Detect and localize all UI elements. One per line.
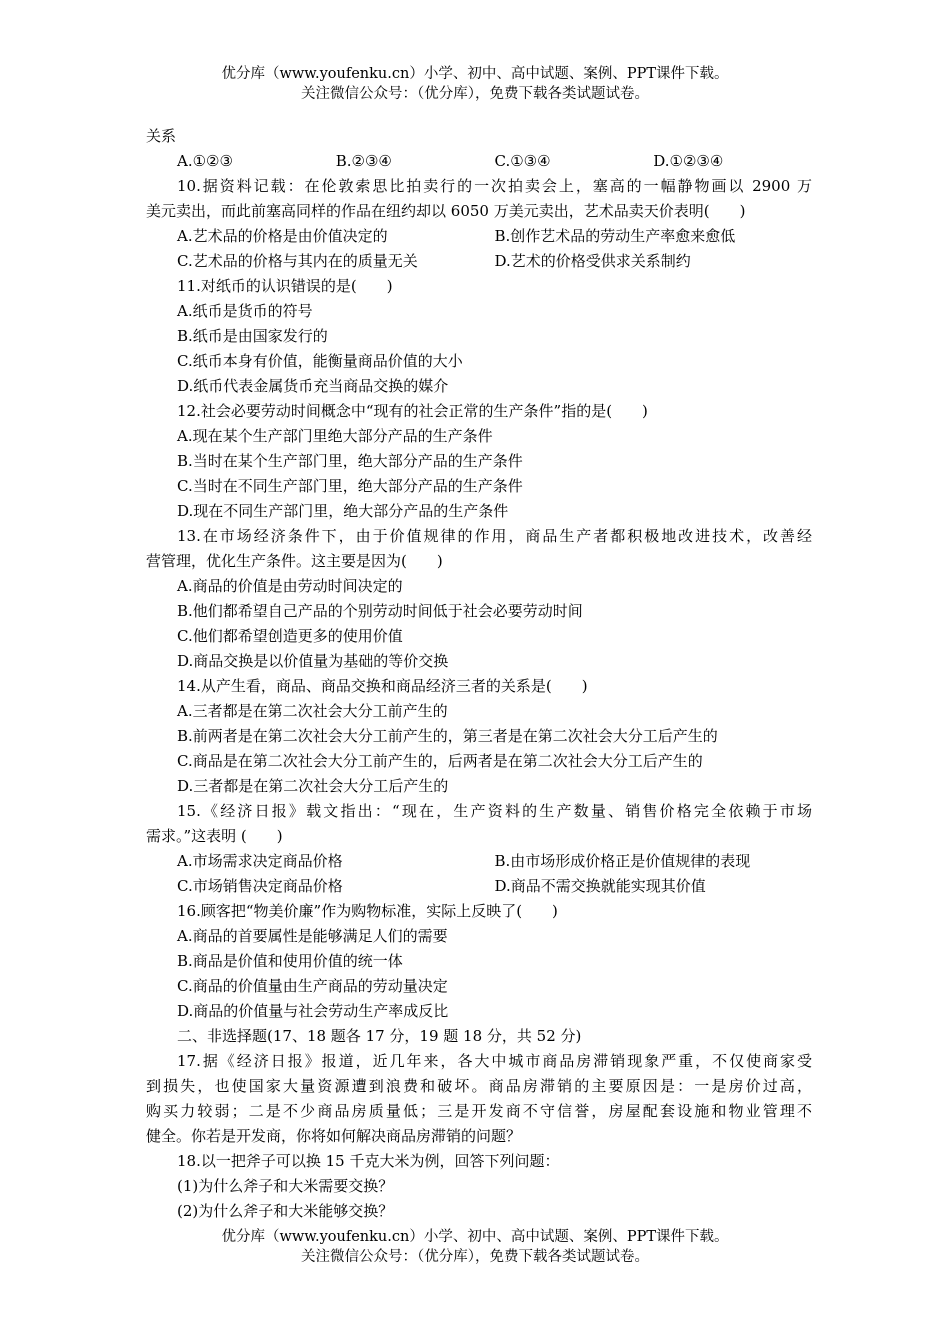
q12-option-a: A.现在某个生产部门里绝大部分产品的生产条件 <box>177 427 493 445</box>
page-footer <box>0 1227 950 1267</box>
q14-option-d: D.三者都是在第二次社会大分工后产生的 <box>177 777 449 795</box>
q16-option-a: A.商品的首要属性是能够满足人们的需要 <box>177 927 448 945</box>
document-body <box>146 124 812 1224</box>
q11-option-a: A.纸币是货币的符号 <box>177 302 313 320</box>
q13-option-c: C.他们都希望创造更多的使用价值 <box>177 627 403 645</box>
q12-option-b: B.当时在某个生产部门里，绝大部分产品的生产条件 <box>177 452 523 470</box>
header-line-2: 关注微信公众号：（优分库），免费下载各类试题试卷。 <box>301 86 649 102</box>
q15-option-c: C.市场销售决定商品价格 <box>177 877 343 895</box>
q10-stem-line-1: 10.据资料记载：在伦敦索思比拍卖行的一次拍卖会上，塞高的一幅静物画以 2900 万 <box>177 177 812 195</box>
section-2-heading: 二、非选择题(17、18 题各 17 分，19 题 18 分，共 52 分) <box>177 1027 582 1045</box>
q15-options-row-1 <box>146 849 812 874</box>
q18-stem: 18.以一把斧子可以换 15 千克大米为例，回答下列问题： <box>177 1152 560 1170</box>
q10-option-c: C.艺术品的价格与其内在的质量无关 <box>177 252 418 270</box>
q12-option-d: D.现在不同生产部门里，绝大部分产品的生产条件 <box>177 502 509 520</box>
q17-line-3: 购买力较弱；二是不少商品房质量低；三是开发商不守信誉，房屋配套设施和物业管理不 <box>146 1102 812 1120</box>
page-header <box>0 64 950 104</box>
q13-option-b: B.他们都希望自己产品的个别劳动时间低于社会必要劳动时间 <box>177 602 583 620</box>
q13-option-a: A.商品的价值是由劳动时间决定的 <box>177 577 403 595</box>
q11-stem: 11.对纸币的认识错误的是( ) <box>177 277 393 295</box>
q15-options-row-2 <box>146 874 812 899</box>
q10-option-d: D.艺术的价格受供求关系制约 <box>494 252 691 270</box>
q13-stem-line-1: 13.在市场经济条件下，由于价值规律的作用，商品生产者都积极地改进技术，改善经 <box>177 527 812 545</box>
q14-option-b: B.前两者是在第二次社会大分工前产生的，第三者是在第二次社会大分工后产生的 <box>177 727 718 745</box>
footer-line-1: 优分库（www.youfenku.cn）小学、初中、高中试题、案例、PPT课件下载。 <box>221 1229 729 1245</box>
q16-option-b: B.商品是价值和使用价值的统一体 <box>177 952 403 970</box>
q14-option-a: A.三者都是在第二次社会大分工前产生的 <box>177 702 448 720</box>
q18-sub-2: (2)为什么斧子和大米能够交换？ <box>177 1202 394 1220</box>
q15-stem-line-2: 需求。”这表明 ( ) <box>146 827 283 845</box>
q10-option-b: B.创作艺术品的劳动生产率愈来愈低 <box>494 227 736 245</box>
q17-line-2: 到损失，也使国家大量资源遭到浪费和破坏。商品房滞销的主要原因是：一是房价过高， <box>146 1077 812 1095</box>
q11-option-d: D.纸币代表金属货币充当商品交换的媒介 <box>177 377 449 395</box>
q9-option-b: B.②③④ <box>335 152 392 170</box>
q10-options-row-1 <box>146 224 812 249</box>
q17-line-1: 17.据《经济日报》报道，近几年来，各大中城市商品房滞销现象严重，不仅使商家受 <box>177 1052 812 1070</box>
q13-stem-line-2: 营管理，优化生产条件。这主要是因为( ) <box>146 552 443 570</box>
q15-option-a: A.市场需求决定商品价格 <box>177 852 343 870</box>
q11-option-b: B.纸币是由国家发行的 <box>177 327 328 345</box>
q14-option-c: C.商品是在第二次社会大分工前产生的，后两者是在第二次社会大分工后产生的 <box>177 752 703 770</box>
q15-option-b: B.由市场形成价格正是价值规律的表现 <box>494 852 751 870</box>
q16-option-d: D.商品的价值量与社会劳动生产率成反比 <box>177 1002 449 1020</box>
q9-option-d: D.①②③④ <box>653 152 724 170</box>
q15-option-d: D.商品不需交换就能实现其价值 <box>494 877 706 895</box>
q16-stem: 16.顾客把“物美价廉”作为购物标准，实际上反映了( ) <box>177 902 558 920</box>
q10-options-row-2 <box>146 249 812 274</box>
q10-option-a: A.艺术品的价格是由价值决定的 <box>177 227 388 245</box>
q12-stem: 12.社会必要劳动时间概念中“现有的社会正常的生产条件”指的是( ) <box>177 402 648 420</box>
q18-sub-1: (1)为什么斧子和大米需要交换？ <box>177 1177 394 1195</box>
q12-option-c: C.当时在不同生产部门里，绝大部分产品的生产条件 <box>177 477 523 495</box>
q13-option-d: D.商品交换是以价值量为基础的等价交换 <box>177 652 449 670</box>
q15-stem-line-1: 15.《经济日报》载文指出：“现在，生产资料的生产数量、销售价格完全依赖于市场 <box>177 802 812 820</box>
q10-stem-line-2: 美元卖出，而此前塞高同样的作品在纽约却以 6050 万美元卖出，艺术品卖天价表明( ) <box>146 202 746 220</box>
header-line-1: 优分库（www.youfenku.cn）小学、初中、高中试题、案例、PPT课件下载。 <box>221 66 729 82</box>
q9-option-c: C.①③④ <box>494 152 551 170</box>
q9-option-a: A.①②③ <box>177 152 233 170</box>
q14-stem: 14.从产生看，商品、商品交换和商品经济三者的关系是( ) <box>177 677 588 695</box>
q17-line-4: 健全。你若是开发商，你将如何解决商品房滞销的问题？ <box>146 1127 522 1145</box>
q11-option-c: C.纸币本身有价值，能衡量商品价值的大小 <box>177 352 463 370</box>
q9-options <box>146 149 812 174</box>
q16-option-c: C.商品的价值量由生产商品的劳动量决定 <box>177 977 448 995</box>
q9-tail: 关系 <box>146 127 177 145</box>
footer-line-2: 关注微信公众号：（优分库），免费下载各类试题试卷。 <box>301 1249 649 1265</box>
